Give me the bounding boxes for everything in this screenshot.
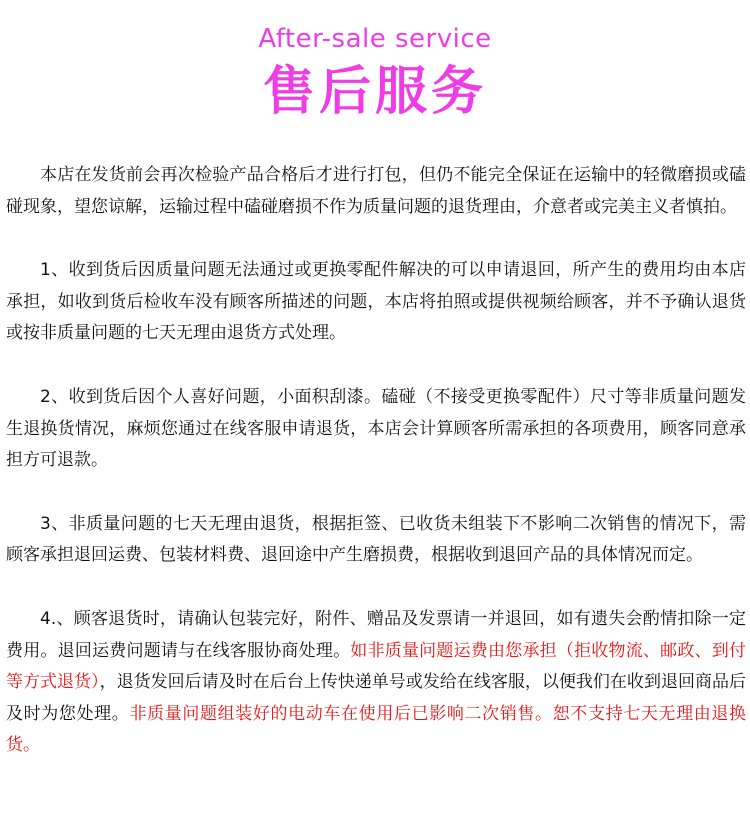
title-english: After-sale service xyxy=(258,24,492,54)
policy-item-1: 1、收到货后因质量问题无法通过或更换零配件解决的可以申请退回，所产生的费用均由本店承担，如收到货后检收车没有顾客所描述的问题，本店将拍照或提供视频给顾客，并不予确认退货或按非质量问题的七天无理由退货方式处理。 xyxy=(6,260,746,344)
policy-body xyxy=(6,160,746,762)
policy-item-4 xyxy=(6,604,746,762)
item-4-no-return-warning: 非质量问题组装好的电动车在使用后已影响二次销售。恕不支持七天无理由退换货。 xyxy=(6,703,747,756)
item-4-text-b: ，退货发回后请及时在后台上传快递单号或发给在线客服，以便我们在收到退回商品后及时为您处理。 xyxy=(6,672,747,724)
policy-item-3: 3、非质量问题的七天无理由退货，根据拒签、已收货未组装下不影响二次销售的情况下，需顾客承担退回运费、包装材料费、退回途中产生磨损费，根据收到退回产品的具体情况而定。 xyxy=(6,513,746,566)
title-chinese: 售后服务 xyxy=(262,62,487,122)
intro-paragraph: 本店在发货前会再次检验产品合格后才进行打包，但仍不能完全保证在运输中的轻微磨损或磕碰现象，望您谅解，运输过程中磕碰磨损不作为质量问题的退货理由，介意者或完美主义者慎拍。 xyxy=(6,165,746,217)
page-header xyxy=(0,22,750,124)
item-4-text-a: 4.、顾客退货时，请确认包装完好，附件、赠品及发票请一并退回，如有遗失会酌情扣除一定费用。退回运费问题请与在线客服协商处理。 xyxy=(6,608,746,661)
item-4-shipping-warning: 如非质量问题运费由您承担（拒收物流、邮政、到付等方式退货） xyxy=(6,640,747,693)
policy-item-2: 2、收到货后因个人喜好问题，小面积刮漆。磕碰（不接受更换零配件）尺寸等非质量问题发生退换货情况，麻烦您通过在线客服申请退货，本店会计算顾客所需承担的各项费用，顾客同意承担方可退款。 xyxy=(6,386,746,471)
